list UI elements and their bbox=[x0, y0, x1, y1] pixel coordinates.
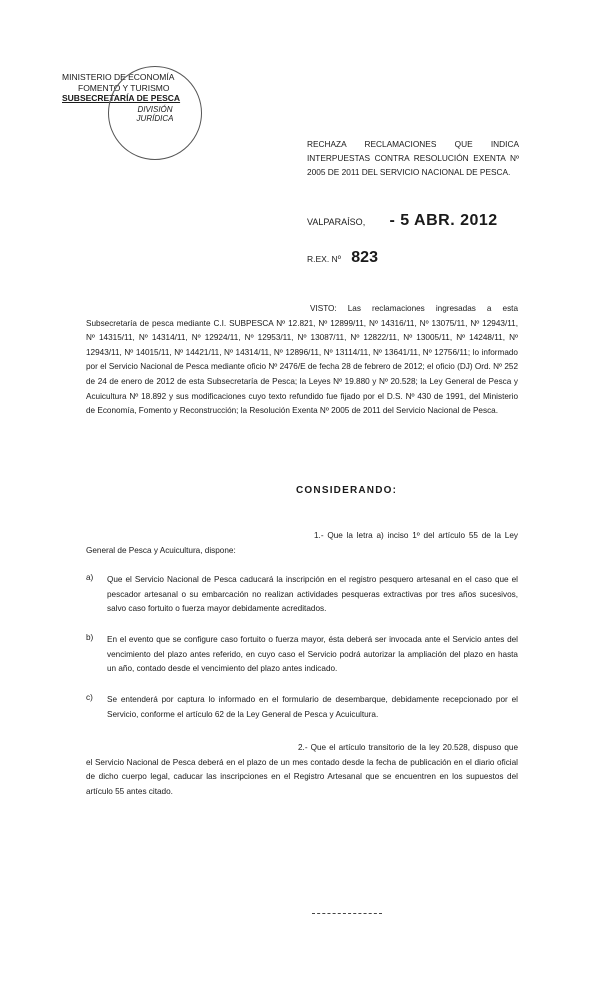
visto-paragraph: VISTO: Las reclamaciones ingresadas a esta Subsecretaría de pesca mediante C.I. SUBPESCA Nº 12.821, Nº 12899/11, Nº 14316/11, Nº 13075/11, Nº 12943/11, Nº 14315/11, Nº 14314/11, Nº 12924/11, Nº 12953/11, Nº 13087/11, Nº 12822/11, Nº 13005/11, Nº 14248/11, Nº 12943/11, Nº 14015/11, Nº 14421/11, Nº 14314/11, Nº 12896/11, Nº 13114/11, Nº 13641/11, Nº 12756/11; lo informado por el Servicio Nacional de Pesca mediante oficio Nº 2476/E de fecha 28 de febrero de 2012; el oficio (DJ) Ord. Nº 252 de 24 de enero de 2012 de esta Subsecretaría de Pesca; la Leyes Nº 19.880 y Nº 20.528; la Ley General de Pesca y Acuicultura Nº 18.892 y sus modificaciones cuyo texto refundido fue fijado por el D.S. Nº 430 de 1991, del Ministerio de Economía, Fomento y Reconstrucción; la Resolución Exenta Nº 2005 de 2011 del Servicio Nacional de Pesca. bbox=[86, 304, 518, 416]
resolution-number-row bbox=[307, 249, 378, 267]
letterhead-subsecretaria: SUBSECRETARÍA DE PESCA bbox=[62, 93, 181, 103]
letterhead-ministry: MINISTERIO DE ECONOMÍA bbox=[62, 72, 175, 82]
item-a-letter: a) bbox=[86, 573, 94, 582]
resolution-number: 823 bbox=[351, 249, 378, 266]
resolution-summary: RECHAZA RECLAMACIONES QUE INDICA INTERPUESTAS CONTRA RESOLUCIÓN EXENTA Nº 2005 DE 2011 DEL SERVICIO NACIONAL DE PESCA. bbox=[307, 139, 519, 177]
item-c-letter: c) bbox=[86, 693, 93, 702]
signature-line bbox=[312, 913, 382, 914]
considerando-1-intro: 1.- Que la letra a) inciso 1º del artículo 55 de la Ley General de Pesca y Acuicultura, dispone: bbox=[86, 531, 518, 555]
division-juridica-stamp bbox=[108, 66, 202, 160]
item-b-letter: b) bbox=[86, 633, 94, 642]
item-b-text: En el evento que se configure caso fortuito o fuerza mayor, ésta deberá ser invocada ante el Servicio antes del vencimiento del plazo antes referido, en cuyo caso el Servicio podrá autorizar la ampliación del plazo en hasta un año, contado desde el vencimiento del plazo antes indicado. bbox=[107, 635, 518, 674]
date-stamp: - 5 ABR. 2012 bbox=[389, 212, 498, 229]
resolution-number-label: R.EX. Nº bbox=[307, 254, 341, 264]
date-row bbox=[307, 212, 498, 230]
considerando-2-paragraph: 2.- Que el artículo transitorio de la ley 20.528, dispuso que el Servicio Nacional de Pesca deberá en el plazo de un mes contado desde la fecha de publicación en el diario oficial de dicho cuerpo legal, caducar las inscripciones en el Registro Artesanal que se encuentren en los supuestos del artículo 55 antes citado. bbox=[86, 743, 518, 796]
date-city: VALPARAÍSO, bbox=[307, 217, 366, 227]
letterhead-fomento: FOMENTO Y TURISMO bbox=[78, 82, 170, 93]
considerando-heading: CONSIDERANDO: bbox=[296, 485, 398, 496]
stamp-line-juridica: JURÍDICA bbox=[136, 114, 174, 123]
item-c-text: Se entenderá por captura lo informado en el formulario de desembarque, debidamente recepcionado por el Servicio, conforme el artículo 62 de la Ley General de Pesca y Acuicultura. bbox=[107, 695, 518, 719]
item-a-text: Que el Servicio Nacional de Pesca caducará la inscripción en el registro pesquero artesanal en el caso que el pescador artesanal o su embarcación no realizan actividades pesqueras extractivas por tres años sucesivos, salvo caso fortuito o fuerza mayor debidamente acreditados. bbox=[107, 575, 518, 614]
stamp-line-division: DIVISIÓN bbox=[137, 105, 173, 114]
